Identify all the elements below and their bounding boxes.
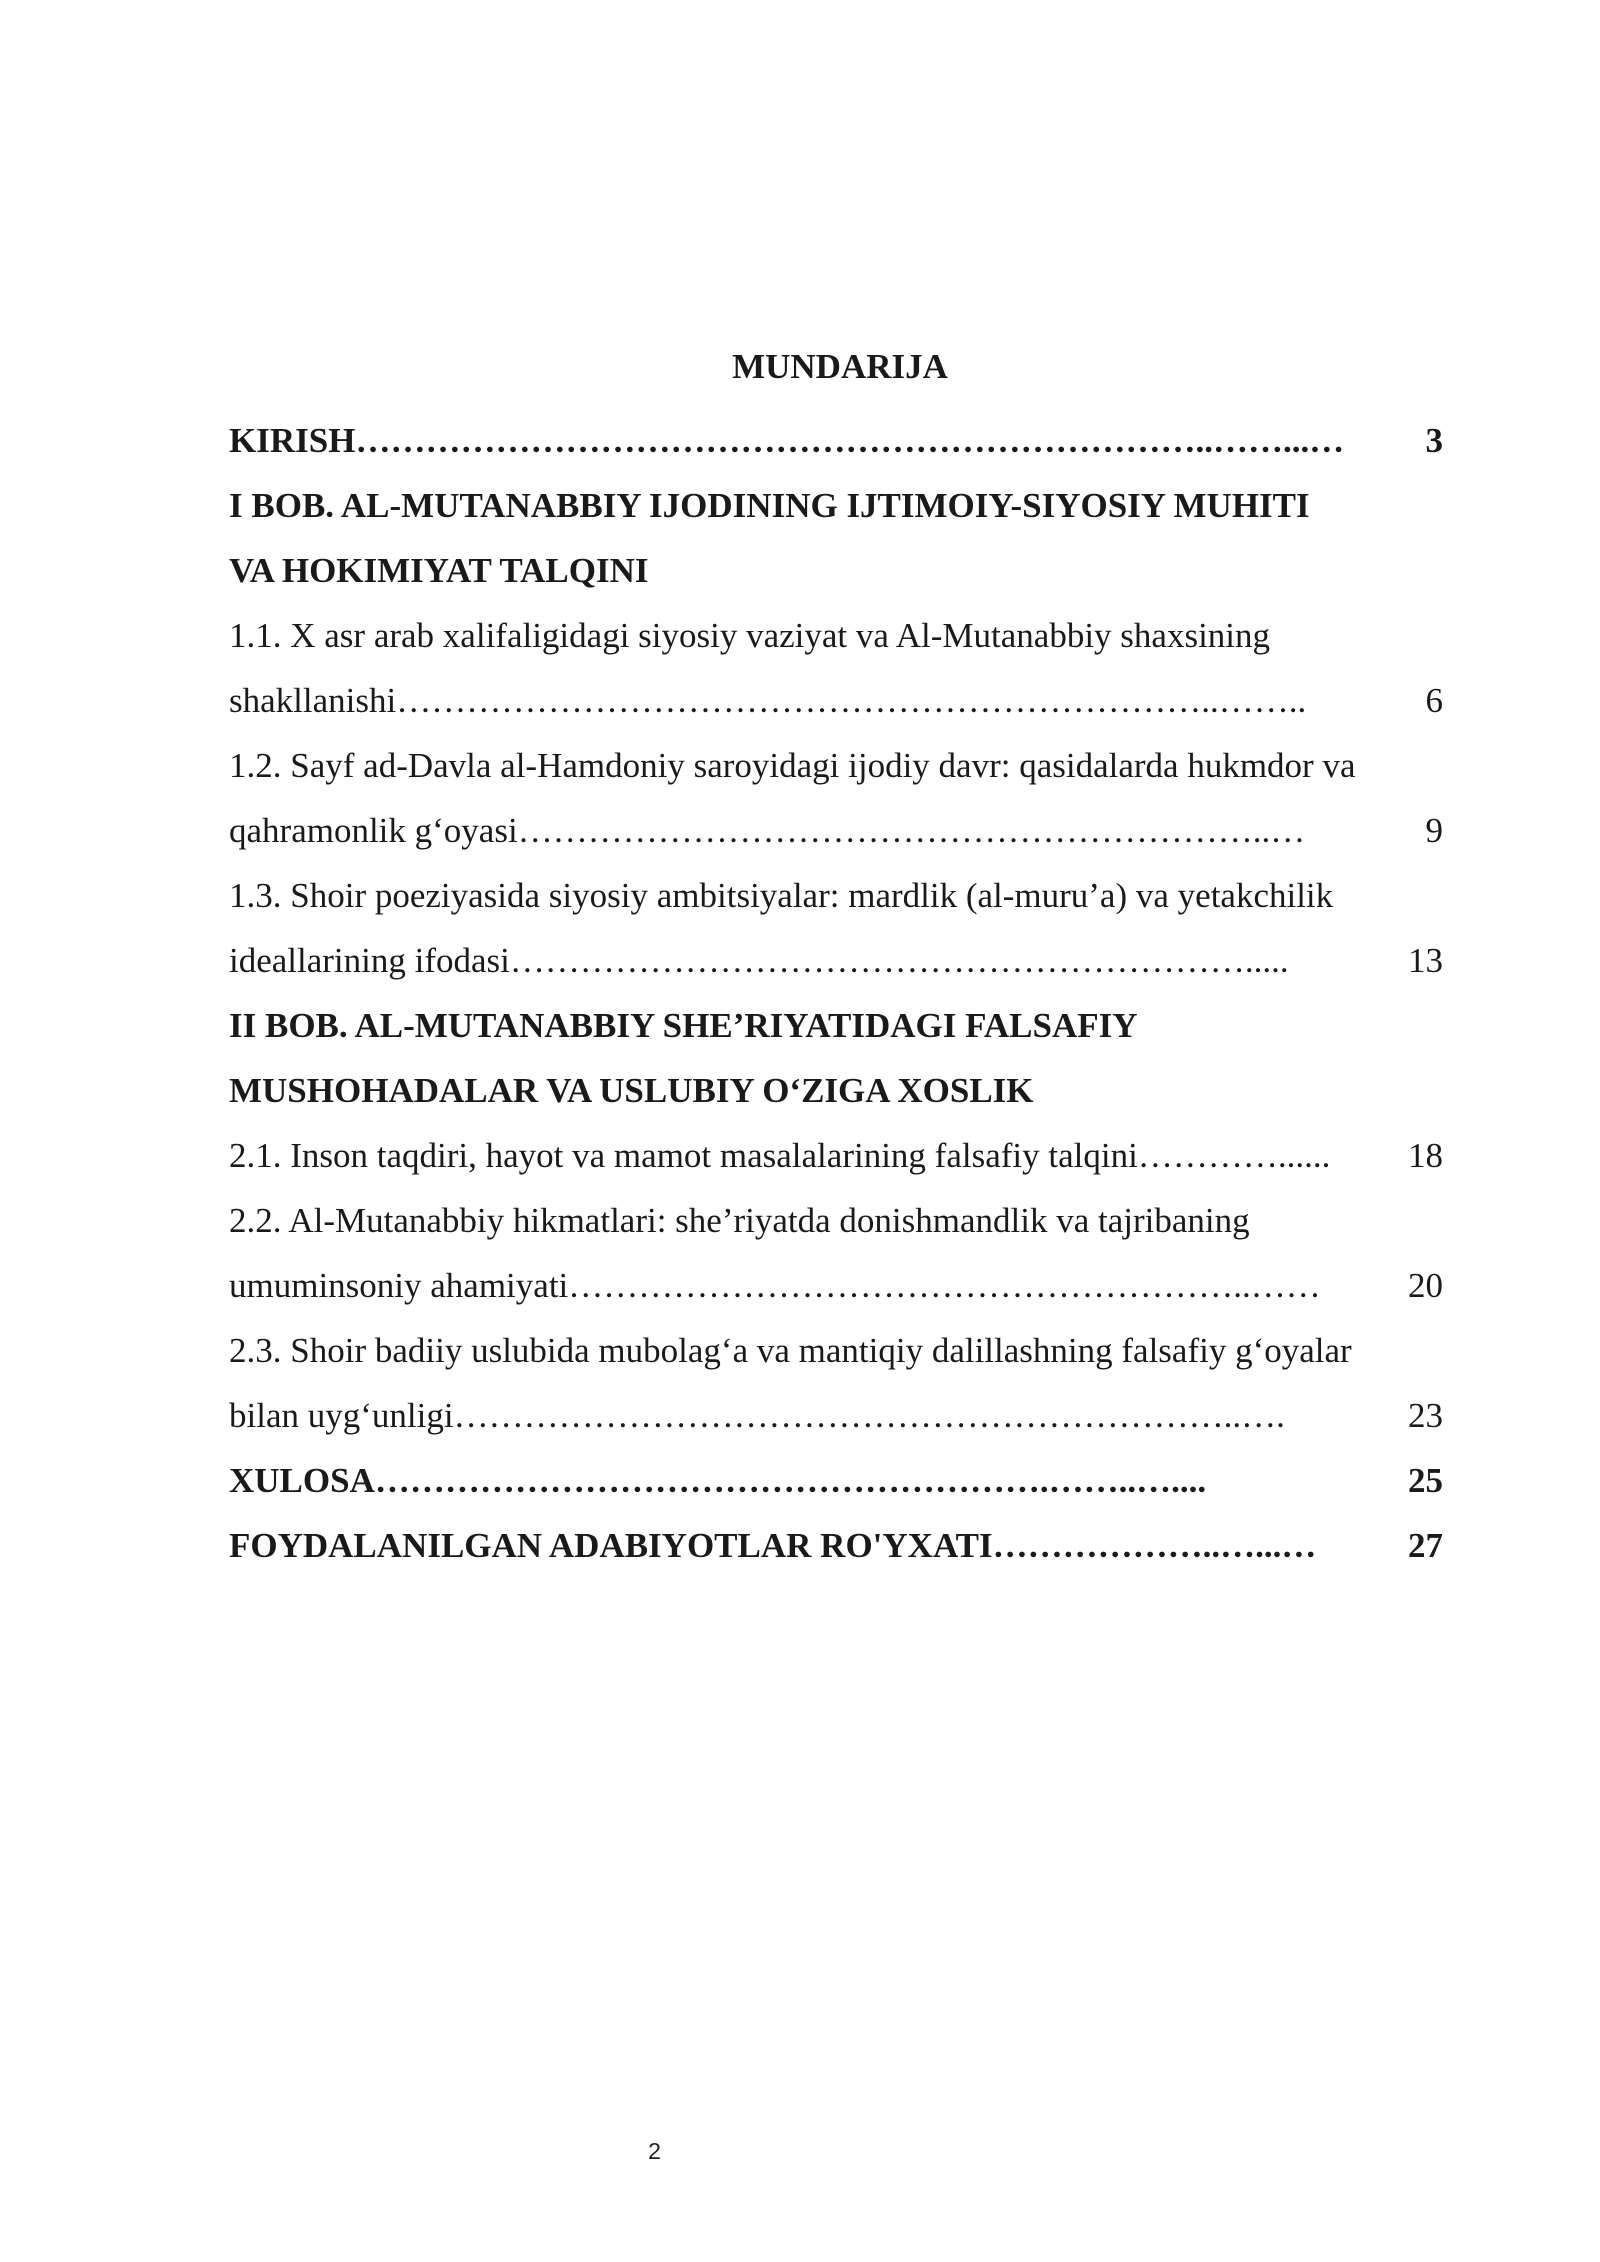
toc-leader-dots: ………………………………………………………..… (517, 811, 1306, 850)
toc-section-2-3[interactable] (229, 1383, 1443, 1448)
toc-page-number: 13 (1408, 941, 1443, 980)
toc-section-1-2[interactable] (229, 798, 1443, 863)
toc-chapter-1-line-2[interactable]: VA HOKIMIYAT TALQINI (229, 551, 649, 590)
toc-entry-kirish[interactable] (229, 408, 1443, 473)
toc-leader-dots: ………………..…...… (992, 1526, 1317, 1565)
toc-leader-dots: ………………………………………………….……..….... (374, 1461, 1207, 1500)
toc-chapter-2-line-2[interactable]: MUSHOHADALAR VA USLUBIY O‘ZIGA XOSLIK (229, 1071, 1034, 1110)
toc-leader-dots: ………………………………………………………..... (509, 941, 1289, 980)
toc-page-number: 6 (1425, 681, 1443, 720)
page-number: 2 (648, 2138, 661, 2164)
toc-section-2-1[interactable] (229, 1123, 1443, 1188)
toc-chapter-2-line-1[interactable]: II BOB. AL-MUTANABBIY SHE’RIYATIDAGI FALSAFIY (229, 1006, 1138, 1045)
toc-section-1-3-line-1[interactable]: 1.3. Shoir poeziyasida siyosiy ambitsiyalar: mardlik (al-muru’a) va yetakchilik (229, 876, 1334, 915)
toc-chapter-1-line-1[interactable]: I BOB. AL-MUTANABBIY IJODINING IJTIMOIY-SIYOSIY MUHITI (229, 486, 1310, 525)
toc-page-number: 23 (1408, 1396, 1443, 1435)
toc-section-1-1[interactable] (229, 668, 1443, 733)
toc-entry-text: XULOSA (229, 1461, 375, 1500)
toc-section-2-3-line-1[interactable]: 2.3. Shoir badiiy uslubida mubolag‘a va mantiqiy dalillashning falsafiy g‘oyalar (229, 1331, 1352, 1370)
toc-leader-dots: …………………………………………………………..…. (453, 1396, 1285, 1435)
toc-entry-text: umuminsoniy ahamiyati (229, 1266, 569, 1305)
toc-page-number: 25 (1408, 1461, 1443, 1500)
toc-section-1-1-line-1[interactable]: 1.1. X asr arab xalifaligidagi siyosiy vaziyat va Al-Mutanabbiy shaxsining (229, 616, 1271, 655)
toc-entry-references[interactable] (229, 1513, 1443, 1578)
toc-title: MUNDARIJA (732, 347, 948, 386)
toc-entry-text: qahramonlik g‘oyasi (229, 811, 518, 850)
toc-section-1-2-line-1[interactable]: 1.2. Sayf ad-Davla al-Hamdoniy saroyidagi ijodiy davr: qasidalarda hukmdor va (229, 746, 1356, 785)
toc-section-2-2[interactable] (229, 1253, 1443, 1318)
toc-leader-dots: …………………………………………………..…… (568, 1266, 1321, 1305)
toc-leader-dots: ………………………………………………………………..……...… (355, 421, 1345, 460)
toc-entry-text: KIRISH (229, 421, 356, 460)
toc-page-number: 20 (1408, 1266, 1443, 1305)
toc-page-number: 18 (1408, 1136, 1443, 1175)
toc-page-number: 3 (1425, 421, 1443, 460)
toc-leader-dots: …………...... (1137, 1136, 1331, 1175)
toc-entry-xulosa[interactable] (229, 1448, 1443, 1513)
table-of-contents (229, 408, 1443, 1578)
toc-page-number: 9 (1425, 811, 1443, 850)
toc-leader-dots: ……………………………………………………………..…….. (396, 681, 1307, 720)
toc-entry-text: ideallarining ifodasi (229, 941, 510, 980)
toc-entry-text: 2.1. Inson taqdiri, hayot va mamot masalalarining falsafiy talqini (229, 1136, 1138, 1175)
toc-entry-text: shakllanishi (229, 681, 397, 720)
toc-section-1-3[interactable] (229, 928, 1443, 993)
toc-entry-text: FOYDALANILGAN ADABIYOTLAR RO'YXATI (229, 1526, 993, 1565)
toc-entry-text: bilan uyg‘unligi (229, 1396, 454, 1435)
toc-page-number: 27 (1408, 1526, 1443, 1565)
toc-section-2-2-line-1[interactable]: 2.2. Al-Mutanabbiy hikmatlari: she’riyatda donishmandlik va tajribaning (229, 1201, 1250, 1240)
